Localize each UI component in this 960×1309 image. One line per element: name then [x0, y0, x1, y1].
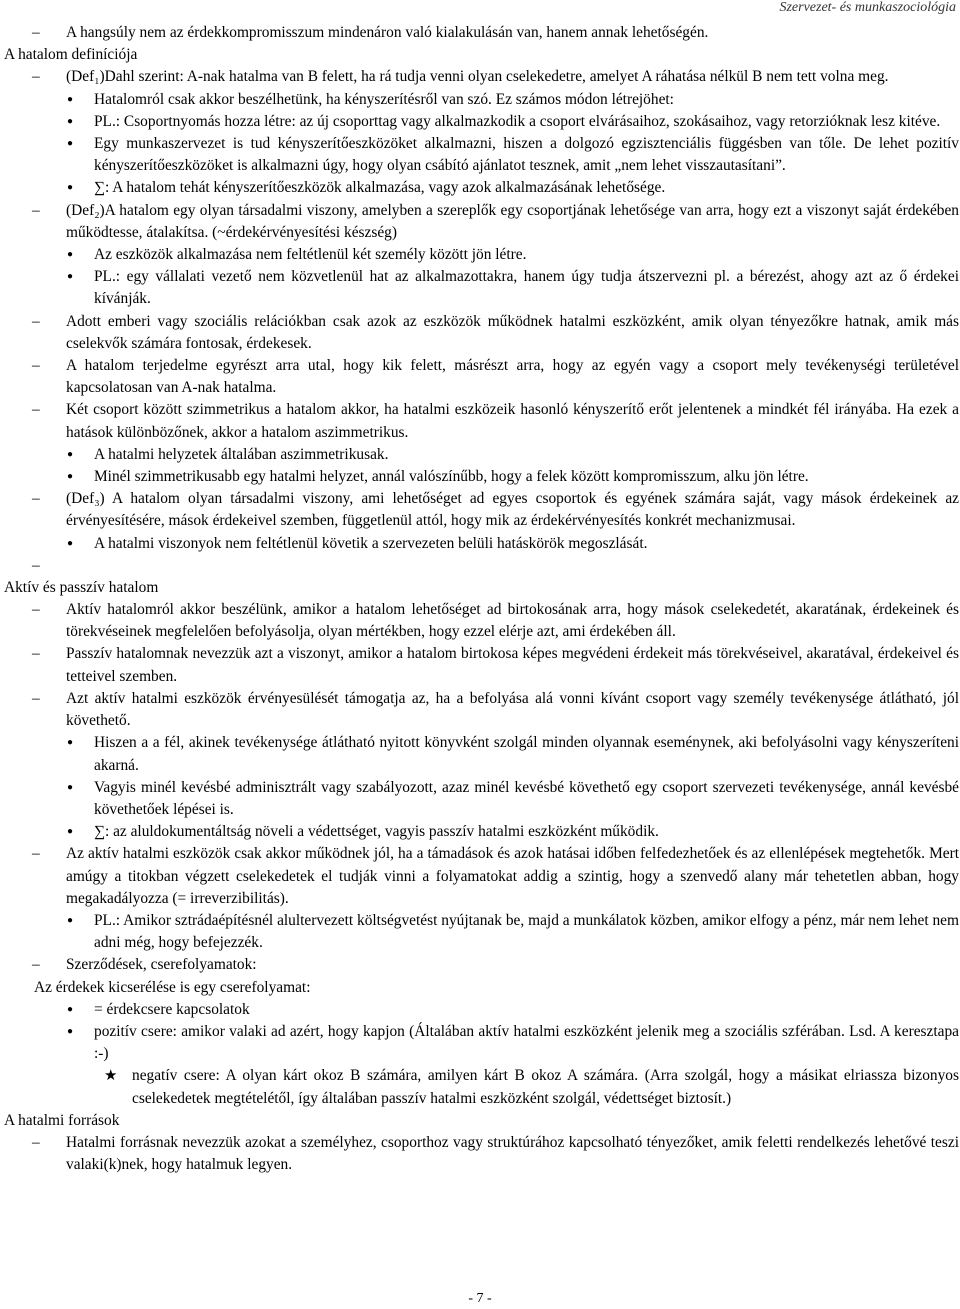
bullet-item: ● Az eszközök alkalmazása nem feltétlenül két személy között jön létre. — [4, 244, 959, 266]
dash-item: – (Def₃) A hatalom olyan társadalmi viszony, ami lehetőséget ad egyes csoportok és egyének számára saját, vagy mások érdekeinek az érvényesítésére, mások érdekeivel szemben, függetlenül attól, hogy mik az érdekérvényesítés konkrét mechanizmusai. — [4, 488, 959, 532]
bullet-item: ● A hatalmi helyzetek általában aszimmetrikusak. — [4, 444, 959, 466]
bullet-item: ● PL.: Csoportnyomás hozza létre: az új csoporttag vagy alkalmazkodik a csoport elvárásaihoz, szokásaihoz, vagy retorzióknak lesz kitéve. — [4, 111, 959, 133]
dash-item: – A hatalom terjedelme egyrészt arra utal, hogy kik felett, másrészt arra, hogy az egyén vagy a csoport mely tevékenységi területével kapcsolatosan van A-nak hatalma. — [4, 355, 959, 399]
dash-item: – Hatalmi forrásnak nevezzük azokat a személyhez, csoporthoz vagy struktúrához kapcsolható tényezőket, amik feletti rendelkezés lehetővé teszi valaki(k)nek, hogy hatalmuk legyen. — [4, 1132, 959, 1176]
dash-item: – Szerződések, cserefolyamatok: — [4, 954, 959, 976]
bullet-item: ● ∑: az aluldokumentáltság növeli a védettséget, vagyis passzív hatalmi eszközként működik. — [4, 821, 959, 843]
page-number: - 7 - — [468, 1291, 492, 1306]
bullet-item: ● Minél szimmetrikusabb egy hatalmi helyzet, annál valószínűbb, hogy a felek között kompromisszum, alku jön létre. — [4, 466, 959, 488]
running-header: Szervezet- és munkaszociológia — [779, 0, 956, 15]
section-heading: A hatalom definíciója — [4, 46, 138, 64]
dash-item: – Aktív hatalomról akkor beszélünk, amikor a hatalom lehetőséget ad birtokosának arra, hogy mások cselekedetét, akaratának, érdekeinek és törekvéseinek megfelelően befolyásolja, olyan mértékben, hogy ezzel elérje azt, ami érdekében áll. — [4, 599, 959, 643]
bullet-item: ● Hiszen a a fél, akinek tevékenysége átlátható nyitott könyvként szolgál minden olyannak eseménynek, aki befolyásolni vagy kényszeríteni akarná. — [4, 732, 959, 776]
bullet-item: ● pozitív csere: amikor valaki ad azért, hogy kapjon (Általában aktív hatalmi eszközként jelenik meg a szociális szférában. Lsd. A keresztapa :-) — [4, 1021, 959, 1065]
dash-item: – A hangsúly nem az érdekkompromisszum mindenáron való kialakulásán van, hanem annak lehetőségén. — [4, 22, 959, 44]
empty-dash-item — [4, 555, 959, 577]
dash-item: – Az aktív hatalmi eszközök csak akkor működnek jól, ha a támadások és azok hatásai időben felfedezhetőek és az ellenlépések megtehetők. Mert amúgy a titokban végzett cselekedetek el tudják vinni a folyamatokat addig a szintig, hogy a szenvedő alany már tehetetlen abban, hogy megakadályozza (= irreverzibilitás). — [4, 843, 959, 910]
dash-item: – Passzív hatalomnak nevezzük azt a viszonyt, amikor a hatalom birtokosa képes megvédeni érdekeit más törekvéseivel, akaratával, érdekeivel és tetteivel szemben. — [4, 643, 959, 687]
bullet-item: ● PL.: Amikor sztrádaépítésnél alultervezett költségvetést nyújtanak be, majd a munkálatok közben, amikor elfogy a pénz, már nem lehet nem adni még, hogy befejezzék. — [4, 910, 959, 954]
section-heading: Aktív és passzív hatalom — [4, 578, 159, 596]
bullet-item: ● PL.: egy vállalati vezető nem közvetlenül hat az alkalmazottakra, hanem úgy tudja átszervezni pl. a bérezést, ahogy azt az ő érdekei kívánják. — [4, 266, 959, 310]
bullet-item: ● Hatalomról csak akkor beszélhetünk, ha kényszerítésről van szó. Ez számos módon létrejöhet: — [4, 89, 959, 111]
dash-item: – Azt aktív hatalmi eszközök érvényesülését támogatja az, ha a befolyása alá vonni kívánt csoport vagy személy tevékenysége átlátható, jól követhető. — [4, 688, 959, 732]
dash-item: – (Def₁)Dahl szerint: A-nak hatalma van B felett, ha rá tudja venni olyan cselekedetre, amelyet A ráhatása nélkül B nem tett volna meg. — [4, 66, 959, 88]
bullet-item: ● ∑: A hatalom tehát kényszerítőeszközök alkalmazása, vagy azok alkalmazásának lehetősége. — [4, 177, 959, 199]
bullet-item: ● Egy munkaszervezet is tud kényszerítőeszközöket alkalmazni, hiszen a dolgozó egzisztenciális függésben van tőle. De lehet pozitív kényszerítőeszközöket is alkalmazni úgy, hogy olyan csábító ajánlatot tesznek, amit „nem lehet visszautasítani”. — [4, 133, 959, 177]
star-item: ★ negatív csere: A olyan kárt okoz B számára, amilyen kárt B okoz A számára. (Arra szolgál, hogy a másikat elriassza bizonyos cselekedetek megtételétől, így általában passzív hatalmi eszközként szolgál, védettséget biztosít.) — [4, 1065, 959, 1109]
dash-item: – Adott emberi vagy szociális relációkban csak azok az eszközök működnek hatalmi eszközként, amik olyan tényezőkre hatnak, amik más cselekvők számára fontosak, érdekesek. — [4, 311, 959, 355]
bullet-item: ● Vagyis minél kevésbé adminisztrált vagy szabályozott, azaz minél kevésbé követhető egy csoport szervezeti tevékenysége, annál kevésbé követhetőek lépései is. — [4, 777, 959, 821]
document-body — [4, 22, 959, 1176]
bullet-item: ● A hatalmi viszonyok nem feltétlenül követik a szervezeten belüli hatáskörök megoszlását. — [4, 533, 959, 555]
bullet-item: ● = érdekcsere kapcsolatok — [4, 999, 959, 1021]
dash-item: – Két csoport között szimmetrikus a hatalom akkor, ha hatalmi eszközeik hasonló kényszerítő erőt jelentenek a mindkét fél irányába. Ha ezek a hatások különbözőnek, akkor a hatalom aszimmetrikus. — [4, 399, 959, 443]
paragraph: Az érdekek kicserélése is egy cserefolyamat: — [34, 978, 311, 996]
dash-item: – (Def₂)A hatalom egy olyan társadalmi viszony, amelyben a szereplők egy csoportjának lehetősége van arra, hogy ezt a viszonyt saját érdekében működtesse, átalakítsa. (~érdekérvényesítési készség) — [4, 200, 959, 244]
section-heading: A hatalmi források — [4, 1111, 120, 1129]
